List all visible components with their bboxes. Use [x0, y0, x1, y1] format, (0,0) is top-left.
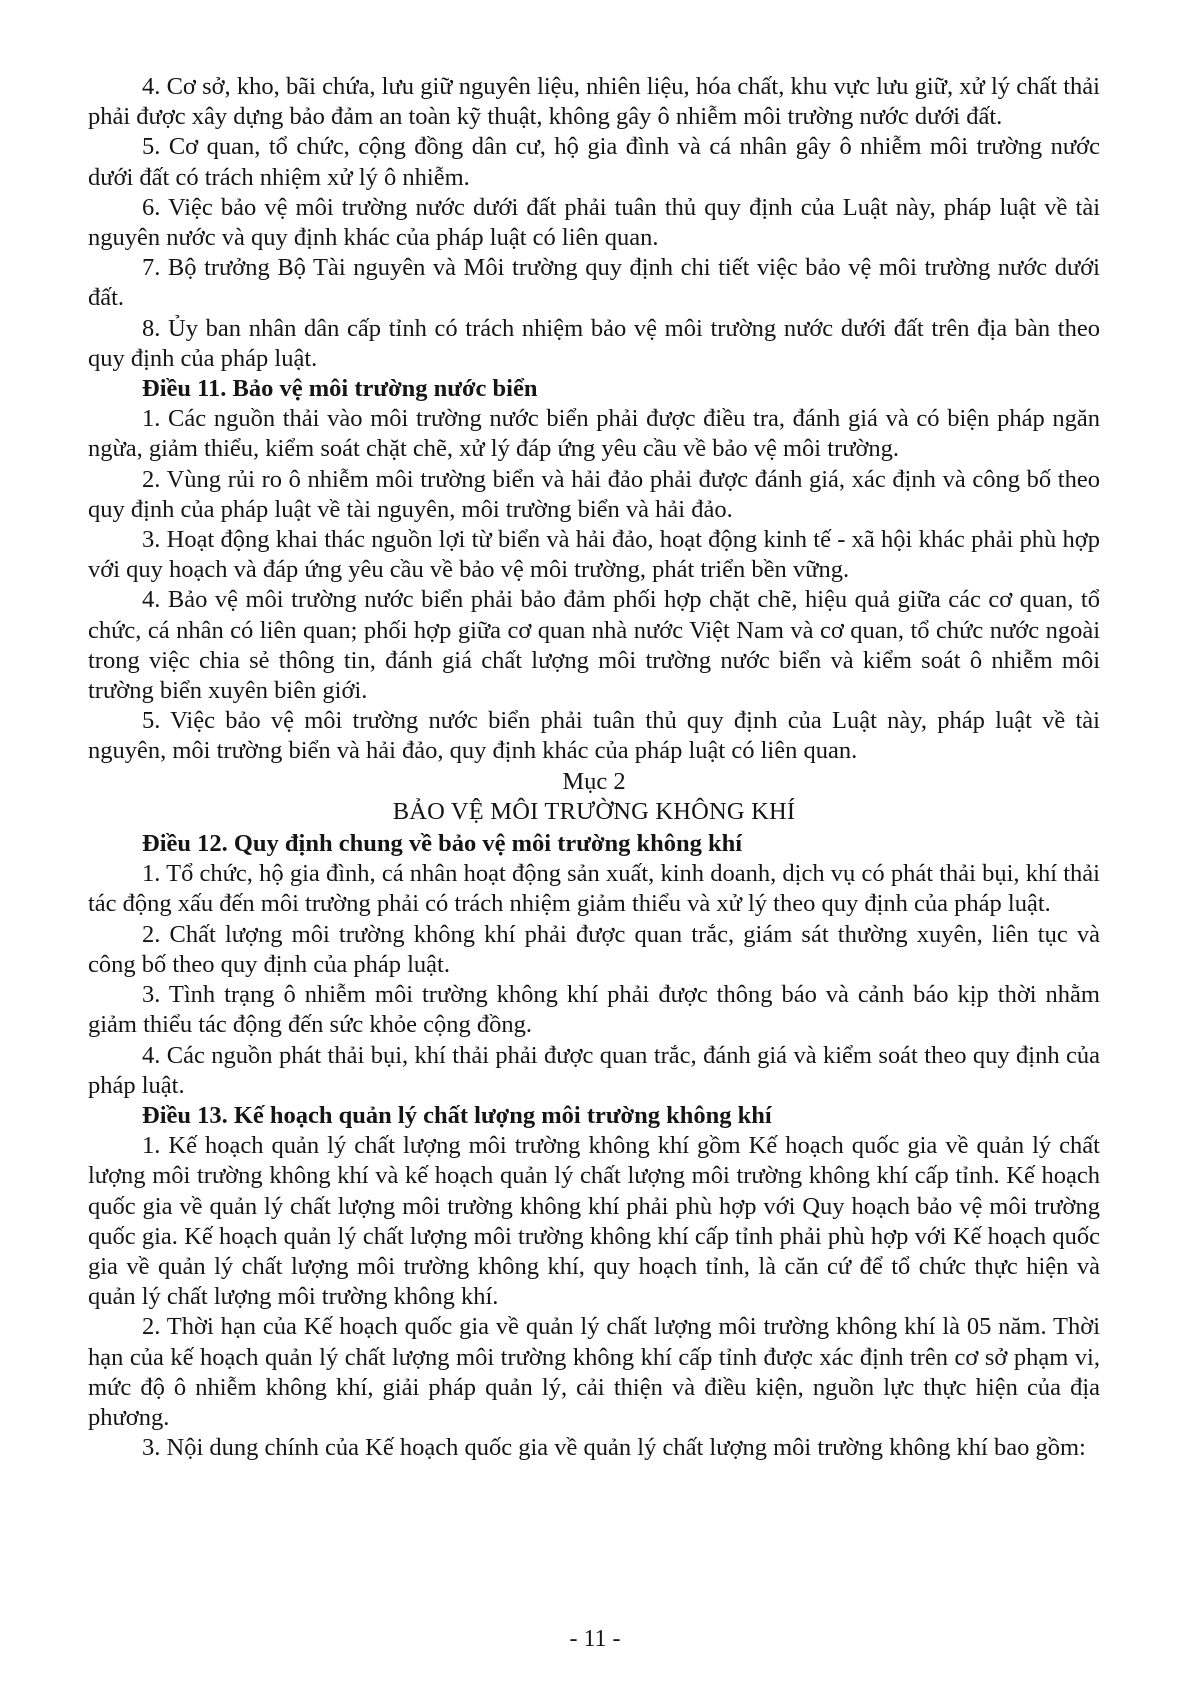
- paragraph: 5. Việc bảo vệ môi trường nước biển phải tuân thủ quy định của Luật này, pháp luật về tài nguyên, môi trường biển và hải đảo, quy định khác của pháp luật có liên quan.: [88, 707, 1100, 765]
- paragraph: 4. Các nguồn phát thải bụi, khí thải phải được quan trắc, đánh giá và kiểm soát theo quy định của pháp luật.: [88, 1041, 1100, 1099]
- paragraph: 2. Chất lượng môi trường không khí phải được quan trắc, giám sát thường xuyên, liên tục và công bố theo quy định của pháp luật.: [88, 920, 1100, 978]
- page-number: - 11 -: [569, 1626, 621, 1652]
- paragraph: 2. Thời hạn của Kế hoạch quốc gia về quản lý chất lượng môi trường không khí là 05 năm. Thời hạn của kế hoạch quản lý chất lượng môi trường không khí cấp tỉnh được xác định trên cơ sở phạm vi, mức độ ô nhiễm không khí, giải pháp quản lý, cải thiện và điều kiện, nguồn lực thực hiện của địa phương.: [88, 1313, 1100, 1431]
- section-label: Mục 2: [562, 767, 626, 795]
- paragraph: 1. Tổ chức, hộ gia đình, cá nhân hoạt động sản xuất, kinh doanh, dịch vụ có phát thải bụi, khí thải tác động xấu đến môi trường phải có trách nhiệm giảm thiểu và xử lý theo quy định của pháp luật.: [88, 860, 1100, 918]
- paragraph: 1. Kế hoạch quản lý chất lượng môi trường không khí gồm Kế hoạch quốc gia về quản lý chất lượng môi trường không khí và kế hoạch quản lý chất lượng môi trường không khí cấp tỉnh. Kế hoạch quốc gia về quản lý chất lượng môi trường không khí phải phù hợp với Quy hoạch bảo vệ môi trường quốc gia. Kế hoạch quản lý chất lượng môi trường không khí cấp tỉnh phải phù hợp với Kế hoạch quốc gia về quản lý chất lượng môi trường không khí, quy hoạch tỉnh, là căn cứ để tổ chức thực hiện và quản lý chất lượng môi trường không khí.: [88, 1132, 1100, 1311]
- paragraph: 3. Tình trạng ô nhiễm môi trường không khí phải được thông báo và cảnh báo kịp thời nhằm giảm thiểu tác động đến sức khỏe cộng đồng.: [88, 981, 1100, 1039]
- section-title: BẢO VỆ MÔI TRƯỜNG KHÔNG KHÍ: [392, 797, 796, 825]
- paragraph: 8. Ủy ban nhân dân cấp tỉnh có trách nhiệm bảo vệ môi trường nước dưới đất trên địa bàn theo quy định của pháp luật.: [88, 314, 1100, 372]
- paragraph: 2. Vùng rủi ro ô nhiễm môi trường biển và hải đảo phải được đánh giá, xác định và công bố theo quy định của pháp luật về tài nguyên, môi trường biển và hải đảo.: [88, 465, 1100, 523]
- paragraph: 6. Việc bảo vệ môi trường nước dưới đất phải tuân thủ quy định của Luật này, pháp luật về tài nguyên nước và quy định khác của pháp luật có liên quan.: [88, 193, 1100, 252]
- paragraph: 4. Cơ sở, kho, bãi chứa, lưu giữ nguyên liệu, nhiên liệu, hóa chất, khu vực lưu giữ, xử lý chất thải phải được xây dựng bảo đảm an toàn kỹ thuật, không gây ô nhiễm môi trường nước dưới đất.: [88, 73, 1100, 131]
- paragraph: 3. Nội dung chính của Kế hoạch quốc gia về quản lý chất lượng môi trường không khí bao gồm:: [142, 1434, 1086, 1462]
- paragraph: 4. Bảo vệ môi trường nước biển phải bảo đảm phối hợp chặt chẽ, hiệu quả giữa các cơ quan, tổ chức, cá nhân có liên quan; phối hợp giữa cơ quan nhà nước Việt Nam và cơ quan, tổ chức nước ngoài trong việc chia sẻ thông tin, đánh giá chất lượng môi trường nước biển và kiểm soát ô nhiễm môi trường biển xuyên biên giới.: [88, 586, 1100, 705]
- article-12-heading: Điều 12. Quy định chung về bảo vệ môi trường không khí: [142, 830, 743, 858]
- paragraph: 7. Bộ trưởng Bộ Tài nguyên và Môi trường quy định chi tiết việc bảo vệ môi trường nước dưới đất.: [88, 254, 1100, 312]
- article-11-heading: Điều 11. Bảo vệ môi trường nước biển: [142, 375, 538, 403]
- paragraph: 3. Hoạt động khai thác nguồn lợi từ biển và hải đảo, hoạt động kinh tế - xã hội khác phải phù hợp với quy hoạch và đáp ứng yêu cầu về bảo vệ môi trường, phát triển bền vững.: [88, 526, 1100, 584]
- document-page: [88, 72, 1100, 1463]
- paragraph: 1. Các nguồn thải vào môi trường nước biển phải được điều tra, đánh giá và có biện pháp ngăn ngừa, giảm thiểu, kiểm soát chặt chẽ, xử lý đáp ứng yêu cầu về bảo vệ môi trường.: [88, 405, 1100, 463]
- paragraph: 5. Cơ quan, tổ chức, cộng đồng dân cư, hộ gia đình và cá nhân gây ô nhiễm môi trường nước dưới đất có trách nhiệm xử lý ô nhiễm.: [88, 133, 1100, 191]
- article-13-heading: Điều 13. Kế hoạch quản lý chất lượng môi trường không khí: [142, 1101, 772, 1129]
